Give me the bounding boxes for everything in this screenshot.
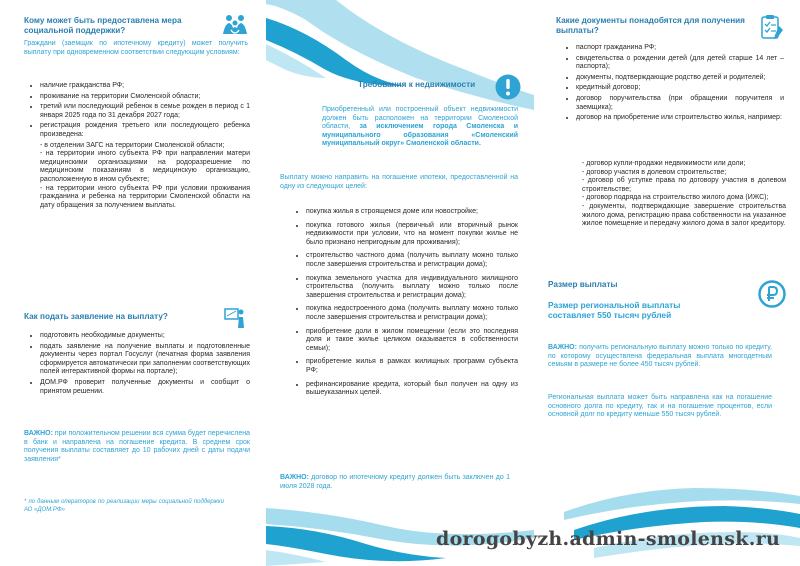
contract-example: - документы, подтверждающие завершение строительства жилого дома, регистрацию права собственности на указанное жилое помещение и передачу жилого дома в залог кредитору. [582, 202, 786, 228]
list-item: • подать заявление на получение выплаты и подготовленные документы через портал Госуслуг (печатная форма заявления сформируется автоматически при заполнении соответствующих полей интерактивной формы на портале); [40, 343, 250, 377]
eligibility-title: Кому может быть предоставлена мера социальной поддержки? [24, 16, 182, 35]
list-item: • приобретение доли в жилом помещении (если это последняя доля и такое жилье целиком оказывается в собственности семьи); [306, 328, 518, 354]
purposes-list [292, 208, 518, 398]
amount-title: Размер выплаты [548, 280, 618, 289]
registration-option: - на территории иного субъекта РФ при условии проживания гражданина и ребенка на территории Смоленской области на дату обращения за получением выплаты. [40, 184, 250, 209]
contract-example: - договор участия в долевом строительстве; [582, 168, 727, 176]
site-watermark: dorogobyzh.admin-smolensk.ru [436, 528, 781, 550]
list-item: • свидетельства о рождении детей (для детей старше 14 лет –паспорта); [576, 55, 784, 72]
important-label: ВАЖНО: [548, 344, 577, 351]
right-panel [534, 0, 800, 566]
right-wave-decoration [534, 470, 800, 566]
eligibility-intro: Граждани (заемщик по ипотечному кредиту) может получить выплату при одновременном соответствии следующим условиям: [24, 40, 248, 56]
list-item: • проживание на территории Смоленской области; [40, 93, 250, 102]
ruble-icon [758, 280, 786, 308]
left-panel [0, 0, 266, 566]
property-requirement: Приобретенный или построенный объект недвижимости должен быть расположен на территории Смоленской области, за исключением города Смоленска и муниципального образования «Смоленский муниципальный округ» Смоленской области. [322, 106, 518, 148]
eligibility-conditions-list [26, 82, 250, 140]
important-label: ВАЖНО: [280, 474, 309, 481]
property-important-note: ВАЖНО: договор по ипотечному кредиту должен быть заключен до 1 июля 2028 года. [280, 474, 510, 490]
list-item: • регистрация рождения третьего или последующего ребенка произведена: [40, 122, 250, 139]
amount-value: Размер региональной выплаты составляет 550 тысяч рублей [548, 300, 681, 320]
list-item: • наличие гражданства РФ; [40, 82, 250, 91]
checklist-icon [760, 14, 784, 40]
list-item: • кредитный договор; [576, 84, 784, 93]
contract-example: - договор купли-продажи недвижимости или доли; [582, 160, 746, 167]
presentation-icon [224, 307, 246, 329]
contract-example: - договор об уступке права по договору участия в долевом строительстве; [582, 177, 786, 193]
apply-important-note: ВАЖНО: при положительном решении вся сумма будет перечислена в банк и направлена на погашение кредита. В среднем срок получения выплаты составляет до 10 рабочих дней с даты подачи заявления* [24, 430, 250, 463]
list-item: • покупка недостроенного дома (получить выплату можно только после завершения строительства и регистрации дома); [306, 305, 518, 322]
exclamation-icon [495, 74, 521, 100]
list-item: • покупка жилья в строящемся доме или новостройке; [306, 208, 518, 217]
list-item: • ДОМ.РФ проверит полученные документы и сообщит о принятом решении. [40, 379, 250, 396]
list-item: • покупка готового жилья (первичный или вторичный рынок недвижимости при условии, что на момент покупки жилье не было признано непригодным для проживания); [306, 222, 518, 248]
property-title: Требования к недвижимости [358, 80, 476, 89]
list-item: • рефинансирование кредита, который был получен на одну из вышеуказанных целей. [306, 381, 518, 398]
list-item: • документы, подтверждающие родство детей и родителей; [576, 74, 784, 83]
apply-title: Как подать заявление на выплату? [24, 312, 168, 321]
footnote: * по данным операторов по реализации меры социальной поддержки АО «ДОМ.РФ» [24, 499, 224, 513]
list-item: • строительство частного дома (получить выплату можно только после завершения строительства и регистрации дома); [306, 252, 518, 269]
top-wave-decoration [266, 0, 534, 110]
list-item: • договор на приобретение или строительство жилья, например: [576, 114, 784, 123]
amount-important-note: ВАЖНО: получить региональную выплату можно только по кредиту, по которому осуществлена федеральная выплата многодетным семьям в размере не более 450 тысяч рублей. [548, 344, 772, 369]
contract-example: - договор подряда на строительство жилого дома (ИЖС); [582, 194, 769, 202]
list-item: • покупка земельного участка для индивидуального жилищного строительства (получить выплату можно только после завершения строительства и регистрации дома); [306, 275, 518, 301]
list-item: • договор поручительства (при обращении поручителя и заемщика); [576, 95, 784, 112]
registration-option: - на территории иного субъекта РФ при направлении матери медицинскими организациями на родоразрешение по медицинским показаниям в медицинскую организацию, расположенную в ином субъекте; [40, 150, 250, 183]
apply-steps-list [26, 332, 250, 396]
middle-panel [266, 0, 534, 566]
registration-option: - в отделении ЗАГС на территории Смоленской области; [40, 141, 225, 149]
list-item: • третий или последующий ребенок в семье рожден в период с 1 января 2025 года по 31 декабря 2027 года; [40, 103, 250, 120]
family-icon [222, 14, 248, 36]
list-item: • подготовить необходимые документы; [40, 332, 250, 341]
list-item: • приобретение жилья в рамках жилищных программ субъекта РФ; [306, 358, 518, 375]
documents-list [562, 44, 784, 123]
directions-intro: Выплату можно направить на погашение ипотеки, предоставленной на одну из следующих целей: [280, 174, 518, 190]
important-label: ВАЖНО: [24, 430, 53, 437]
list-item: • паспорт гражданина РФ; [576, 44, 784, 53]
amount-extra-note: Региональная выплата может быть направлена как на погашение основного долга по кредиту, так и на погашение процентов, если основной долг по кредиту меньше 550 тысяч рублей. [548, 394, 772, 419]
documents-title: Какие документы понадобятся для получения выплаты? [556, 16, 745, 35]
